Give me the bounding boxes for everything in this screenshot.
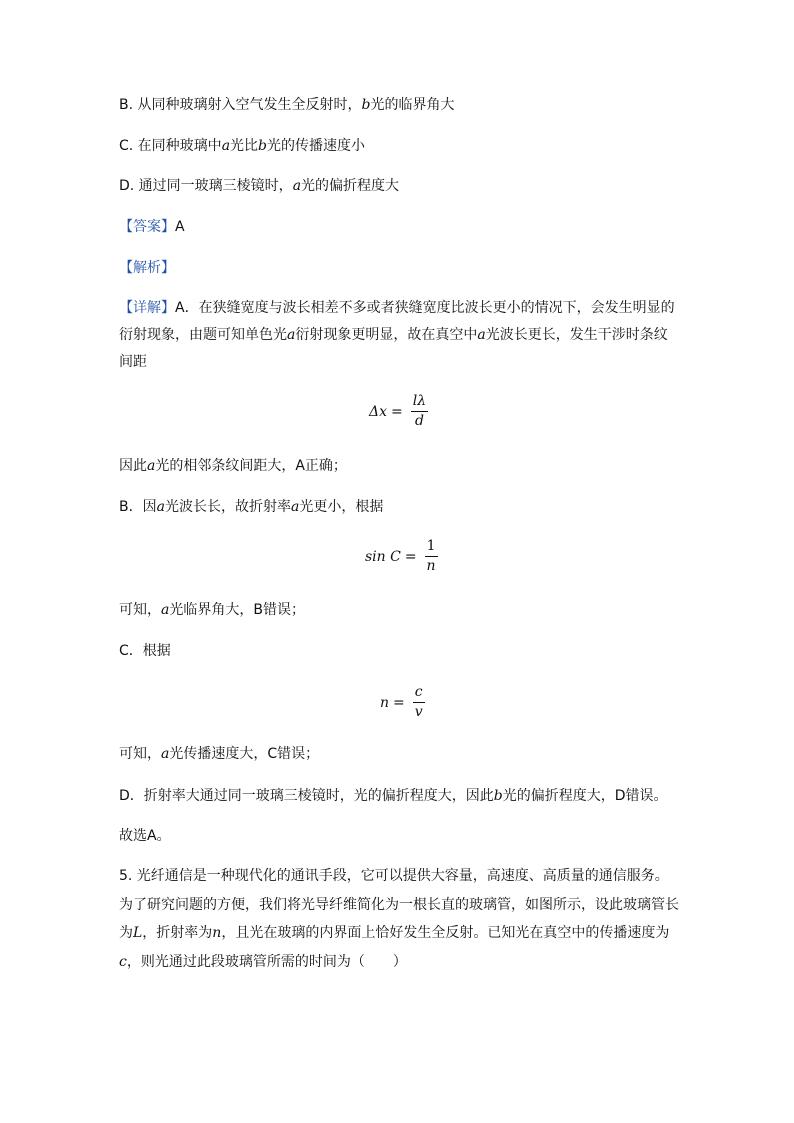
option-b-text: B. 从同种玻璃射入空气发生全反射时， (119, 97, 362, 113)
formula-refractive-index (380, 684, 425, 721)
option-d-text-end: 光的偏折程度大 (301, 178, 400, 194)
formula1-lhs: Δx (369, 403, 388, 420)
option-d (119, 176, 399, 196)
line-b-end-post: 光临界角大，B错误； (169, 602, 305, 618)
formula1-fraction (411, 393, 428, 430)
line-c (119, 641, 171, 661)
line-a-pre: 因此 (119, 458, 147, 474)
formula3-denominator: v (414, 704, 423, 720)
line-c-end-post: 光传播速度大，C错误； (169, 746, 320, 762)
line-b-conclusion (119, 600, 305, 620)
var-a: a (290, 499, 300, 515)
var-b: b (493, 788, 503, 804)
line-d-post: 光的偏折程度大，D错误。 (502, 788, 668, 804)
formula2-numerator: 1 (425, 538, 438, 557)
formula-fringe-spacing (369, 393, 428, 430)
analysis-label: 【解析】 (119, 260, 175, 276)
q5-text-1: 5. 光纤通信是一种现代化的通讯手段，它可以提供大容量，高速度、高质量的通信服务。为了研究问题的方便，我们将光导纤维简化为一根长直的玻璃管，如图所示，设此玻璃管长为 (119, 868, 679, 941)
detail-label: 【详解】 (119, 300, 175, 316)
answer-value: A (175, 219, 185, 235)
answer-line (119, 217, 185, 237)
q5-text-4: ，则光通过此段玻璃管所需的时间为（ ） (126, 953, 407, 970)
formula2-denominator: n (426, 558, 436, 574)
line-d-pre: D．折射率大通过同一玻璃三棱镜时，光的偏折程度大，因此 (119, 788, 494, 804)
line-b-mid: 光波长长，故折射率 (164, 499, 291, 515)
formula-critical-angle (365, 538, 438, 575)
var-n: n (212, 925, 222, 941)
option-b-text-end: 光的临界角大 (370, 97, 455, 113)
detail-paragraph (119, 295, 679, 376)
line-c-text: C．根据 (119, 643, 171, 659)
option-b (119, 95, 454, 115)
formula1-numerator: lλ (411, 393, 428, 412)
var-a: a (147, 458, 156, 474)
detail-text-2: 衍射现象更明显，故在真空中 (295, 327, 478, 343)
var-a: a (156, 499, 165, 515)
formula1-eq: = (391, 403, 403, 420)
line-b-pre: B．因 (119, 499, 157, 515)
q5-text-2: ，折射率为 (142, 925, 213, 941)
formula1-denominator: d (414, 413, 424, 429)
formula3-fraction (413, 684, 425, 721)
formula3-numerator: c (413, 684, 425, 703)
var-L: L (133, 925, 143, 941)
line-a-post: 光的相邻条纹间距大，A正确； (155, 458, 347, 474)
var-a: a (161, 602, 170, 618)
line-c-end-pre: 可知， (119, 746, 161, 762)
line-c-conclusion (119, 744, 319, 764)
option-c (119, 136, 365, 156)
line-d (119, 786, 668, 806)
line-b (119, 497, 383, 517)
var-b: b (258, 138, 268, 154)
formula2-eq: = (404, 548, 417, 565)
detail-text-3: 光波长更长，发生干涉时条纹间距 (119, 327, 668, 370)
var-c: c (119, 953, 127, 970)
q5-text-3: ，且光在玻璃的内界面上恰好发生全反射。已知光在真空中的传播速度为 (221, 925, 670, 941)
var-a: a (161, 746, 170, 762)
line-b-post: 光更小，根据 (299, 499, 384, 515)
analysis-label-line (119, 258, 175, 278)
formula2-lhs: sin C (365, 548, 401, 565)
var-b: b (361, 97, 371, 113)
formula2-fraction (425, 538, 438, 575)
option-d-text: D. 通过同一玻璃三棱镜时， (119, 178, 293, 194)
var-a: a (287, 327, 296, 343)
line-a-conclusion (119, 456, 347, 476)
var-a: a (221, 138, 231, 154)
line-b-end-pre: 可知， (119, 602, 161, 618)
answer-label: 【答案】 (119, 219, 175, 235)
detail-text-1: A．在狭缝宽度与波长相差不多或者狭缝宽度比波长更小的情况下，会发生明显的衍射现象，由题可知单色光 (119, 300, 675, 343)
option-c-text: C. 在同种玻璃中 (119, 138, 222, 154)
conclusion (119, 826, 171, 846)
var-a: a (477, 327, 486, 343)
conclusion-text: 故选A。 (119, 828, 171, 844)
option-c-mid: 光比 (230, 138, 259, 154)
formula3-eq: = (393, 694, 405, 711)
formula3-lhs: n (380, 694, 390, 711)
question-5 (119, 862, 679, 976)
var-a: a (292, 178, 302, 194)
option-c-text-end: 光的传播速度小 (267, 138, 366, 154)
